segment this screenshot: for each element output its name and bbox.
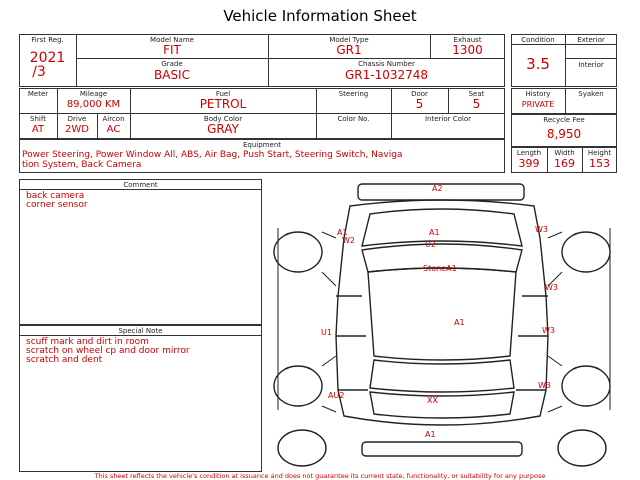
- equipment-label: Equipment: [243, 141, 281, 149]
- special-note-label: Special Note: [118, 327, 163, 335]
- damage-mark: W3: [542, 326, 555, 335]
- first-reg-year: 2021: [29, 50, 66, 66]
- fuel-label: Fuel: [215, 90, 231, 98]
- mileage-label: Mileage: [79, 90, 108, 98]
- width-value: 169: [554, 157, 575, 170]
- syaken-label: Syaken: [578, 90, 604, 98]
- exhaust-label: Exhaust: [453, 36, 482, 44]
- special-note-line-3: scratch and dent: [26, 355, 103, 365]
- damage-mark: W3: [538, 381, 551, 390]
- shift-label: Shift: [30, 115, 46, 123]
- first-reg-month: /3: [32, 64, 46, 80]
- door-label: Door: [411, 90, 428, 98]
- chassis-value: GR1-1032748: [344, 68, 429, 82]
- history-value: PRIVATE: [521, 100, 555, 109]
- width-label: Width: [554, 149, 575, 157]
- seat-label: Seat: [468, 90, 485, 98]
- drive-value: 2WD: [65, 124, 89, 135]
- car-diagram: [270, 176, 620, 472]
- equipment-line-2: tion System, Back Camera: [22, 160, 142, 170]
- condition-value: 3.5: [526, 55, 550, 73]
- fuel-value: PETROL: [199, 97, 247, 111]
- height-value: 153: [589, 157, 610, 170]
- door-value: 5: [415, 97, 424, 111]
- damage-mark: W3: [545, 283, 558, 292]
- aircon-label: Aircon: [102, 115, 125, 123]
- equipment-line-1: Power Steering, Power Window All, ABS, Air Bag, Push Start, Steering Switch, Naviga: [22, 150, 403, 160]
- comment-line-2: corner sensor: [26, 200, 88, 210]
- model-type-value: GR1: [336, 43, 362, 57]
- chassis-label: Chassis Number: [358, 60, 415, 68]
- damage-mark: XX: [427, 396, 438, 405]
- damage-mark: A1: [425, 430, 436, 439]
- model-type-label: Model Type: [329, 36, 369, 44]
- seat-value: 5: [472, 97, 481, 111]
- length-label: Length: [516, 149, 542, 157]
- damage-mark: A1: [337, 228, 348, 237]
- damage-mark: A2: [432, 184, 443, 193]
- steering-label: Steering: [338, 90, 369, 98]
- meter-label: Meter: [27, 90, 49, 98]
- length-value: 399: [518, 157, 540, 170]
- comment-label: Comment: [123, 181, 158, 189]
- damage-mark: W3: [535, 225, 548, 234]
- damage-mark: AU2: [328, 391, 345, 400]
- footer-disclaimer: This sheet reflects the vehicle's condition at issuance and does not guarantee its current state, functionality, or suitability for any purpose: [94, 472, 546, 480]
- body-color-label: Body Color: [203, 115, 243, 123]
- damage-mark: W2: [342, 236, 355, 245]
- special-note-line-1: scuff mark and dirt in room: [26, 337, 149, 347]
- drive-label: Drive: [67, 115, 87, 123]
- condition-label: Condition: [521, 36, 555, 44]
- comment-line-1: back camera: [26, 191, 85, 201]
- damage-mark: A1: [454, 318, 465, 327]
- height-label: Height: [587, 149, 612, 157]
- exhaust-value: 1300: [452, 43, 483, 57]
- exterior-label: Exterior: [577, 36, 605, 44]
- damage-mark: StoneA1: [423, 264, 457, 273]
- damage-mark: A1: [429, 228, 440, 237]
- page-title: Vehicle Information Sheet: [223, 7, 417, 25]
- interior-label: Interior: [578, 61, 604, 69]
- special-note-line-2: scratch on wheel cp and door mirror: [26, 346, 190, 356]
- model-name-label: Model Name: [150, 36, 194, 44]
- history-label: History: [525, 90, 551, 98]
- model-name-value: FIT: [163, 43, 181, 57]
- damage-mark: U2: [425, 240, 436, 249]
- grade-label: Grade: [161, 60, 183, 68]
- grade-value: BASIC: [154, 68, 190, 82]
- recycle-label: Recycle Fee: [543, 116, 585, 124]
- color-no-label: Color No.: [337, 115, 370, 123]
- recycle-value: 8,950: [546, 127, 582, 141]
- aircon-value: AC: [106, 124, 121, 135]
- interior-color-label: Interior Color: [424, 115, 472, 123]
- first-reg-label: First Reg.: [31, 36, 64, 44]
- shift-value: AT: [31, 124, 45, 135]
- body-color-value: GRAY: [207, 122, 239, 136]
- mileage-value: 89,000 KM: [66, 99, 121, 110]
- damage-mark: U1: [321, 328, 332, 337]
